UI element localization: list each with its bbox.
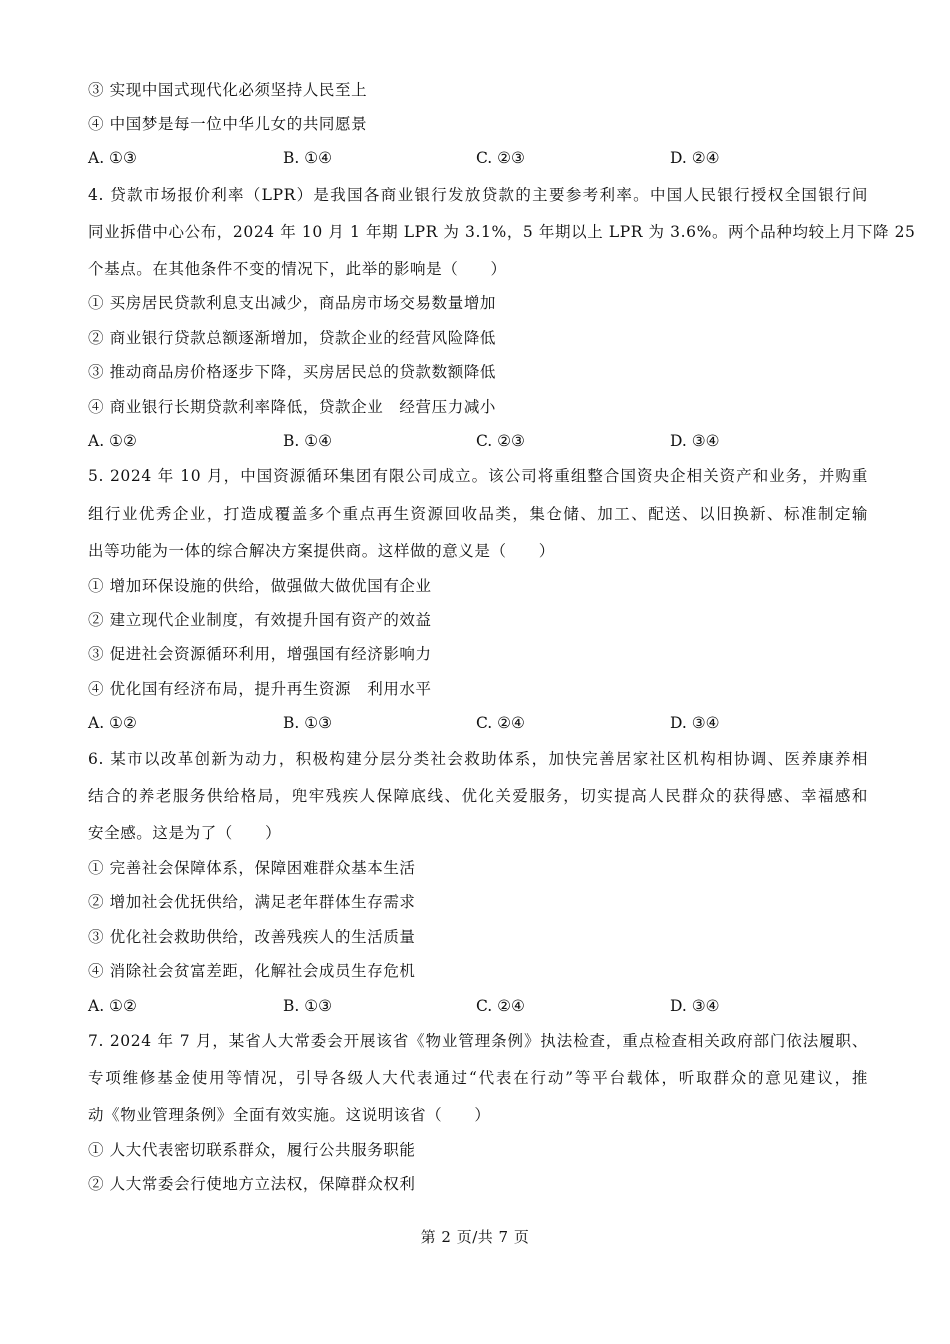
q4-stem-line-2: 同业拆借中心公布，2024 年 10 月 1 年期 LPR 为 3.1%，5 年期以上 LPR 为 3.6%。两个品种均较上月下降 25 bbox=[88, 223, 916, 241]
page-number-footer: 第 2 页/共 7 页 bbox=[420, 1228, 530, 1246]
q6-option-d[interactable]: D. ③④ bbox=[670, 997, 720, 1015]
q4-option-c[interactable]: C. ②③ bbox=[476, 432, 525, 450]
q6-option-b[interactable]: B. ①③ bbox=[283, 997, 333, 1015]
q4-statement-4: ④ 商业银行长期贷款利率降低，贷款企业 经营压力减小 bbox=[88, 398, 497, 416]
q7-stem-line-2: 专项维修基金使用等情况，引导各级人大代表通过“代表在行动”等平台载体，听取群众的意见建议，推 bbox=[88, 1069, 868, 1087]
q5-option-b[interactable]: B. ①③ bbox=[283, 714, 333, 732]
q5-statement-1: ① 增加环保设施的供给，做强做大做优国有企业 bbox=[88, 577, 432, 595]
q6-option-a[interactable]: A. ①② bbox=[88, 997, 137, 1015]
q3-option-a[interactable]: A. ①③ bbox=[88, 149, 137, 167]
q5-stem-line-3: 出等功能为一体的综合解决方案提供商。这样做的意义是（ ） bbox=[88, 542, 555, 560]
q4-statement-1: ① 买房居民贷款利息支出减少，商品房市场交易数量增加 bbox=[88, 294, 497, 312]
q5-option-a[interactable]: A. ①② bbox=[88, 714, 137, 732]
q7-statement-1: ① 人大代表密切联系群众，履行公共服务职能 bbox=[88, 1141, 416, 1159]
q3-statement-4: ④ 中国梦是每一位中华儿女的共同愿景 bbox=[88, 115, 368, 133]
q7-statement-2: ② 人大常委会行使地方立法权，保障群众权利 bbox=[88, 1175, 416, 1193]
q4-option-b[interactable]: B. ①④ bbox=[283, 432, 333, 450]
q4-statement-3: ③ 推动商品房价格逐步下降，买房居民总的贷款数额降低 bbox=[88, 363, 497, 381]
q5-statement-4: ④ 优化国有经济布局，提升再生资源 利用水平 bbox=[88, 680, 432, 698]
q4-stem-line-1: 4. 贷款市场报价利率（LPR）是我国各商业银行发放贷款的主要参考利率。中国人民银行授权全国银行间 bbox=[88, 186, 868, 204]
q7-stem-line-1: 7. 2024 年 7 月，某省人大常委会开展该省《物业管理条例》执法检查，重点检查相关政府部门依法履职、 bbox=[88, 1032, 868, 1050]
q4-option-d[interactable]: D. ③④ bbox=[670, 432, 720, 450]
q6-stem-line-2: 结合的养老服务供给格局，兜牢残疾人保障底线、优化关爱服务，切实提高人民群众的获得感、幸福感和 bbox=[88, 787, 868, 805]
q6-statement-2: ② 增加社会优抚供给，满足老年群体生存需求 bbox=[88, 893, 416, 911]
q6-option-c[interactable]: C. ②④ bbox=[476, 997, 525, 1015]
q4-statement-2: ② 商业银行贷款总额逐渐增加，贷款企业的经营风险降低 bbox=[88, 329, 497, 347]
q7-stem-line-3: 动《物业管理条例》全面有效实施。这说明该省（ ） bbox=[88, 1106, 491, 1124]
q5-statement-3: ③ 促进社会资源循环利用，增强国有经济影响力 bbox=[88, 645, 432, 663]
q6-stem-line-3: 安全感。这是为了（ ） bbox=[88, 824, 282, 842]
q5-stem-line-1: 5. 2024 年 10 月，中国资源循环集团有限公司成立。该公司将重组整合国资央企相关资产和业务，并购重 bbox=[88, 467, 868, 485]
q5-statement-2: ② 建立现代企业制度，有效提升国有资产的效益 bbox=[88, 611, 432, 629]
q5-option-c[interactable]: C. ②④ bbox=[476, 714, 525, 732]
q3-statement-3: ③ 实现中国式现代化必须坚持人民至上 bbox=[88, 81, 368, 99]
q3-option-c[interactable]: C. ②③ bbox=[476, 149, 525, 167]
q6-stem-line-1: 6. 某市以改革创新为动力，积极构建分层分类社会救助体系，加快完善居家社区机构相协调、医养康养相 bbox=[88, 750, 868, 768]
q6-statement-1: ① 完善社会保障体系，保障困难群众基本生活 bbox=[88, 859, 416, 877]
q5-stem-line-2: 组行业优秀企业，打造成覆盖多个重点再生资源回收品类，集仓储、加工、配送、以旧换新、标准制定输 bbox=[88, 505, 868, 523]
q3-option-d[interactable]: D. ②④ bbox=[670, 149, 720, 167]
q3-option-b[interactable]: B. ①④ bbox=[283, 149, 333, 167]
q6-statement-3: ③ 优化社会救助供给，改善残疾人的生活质量 bbox=[88, 928, 416, 946]
q6-statement-4: ④ 消除社会贫富差距，化解社会成员生存危机 bbox=[88, 962, 416, 980]
q5-option-d[interactable]: D. ③④ bbox=[670, 714, 720, 732]
q4-stem-line-3: 个基点。在其他条件不变的情况下，此举的影响是（ ） bbox=[88, 260, 507, 278]
q4-option-a[interactable]: A. ①② bbox=[88, 432, 137, 450]
